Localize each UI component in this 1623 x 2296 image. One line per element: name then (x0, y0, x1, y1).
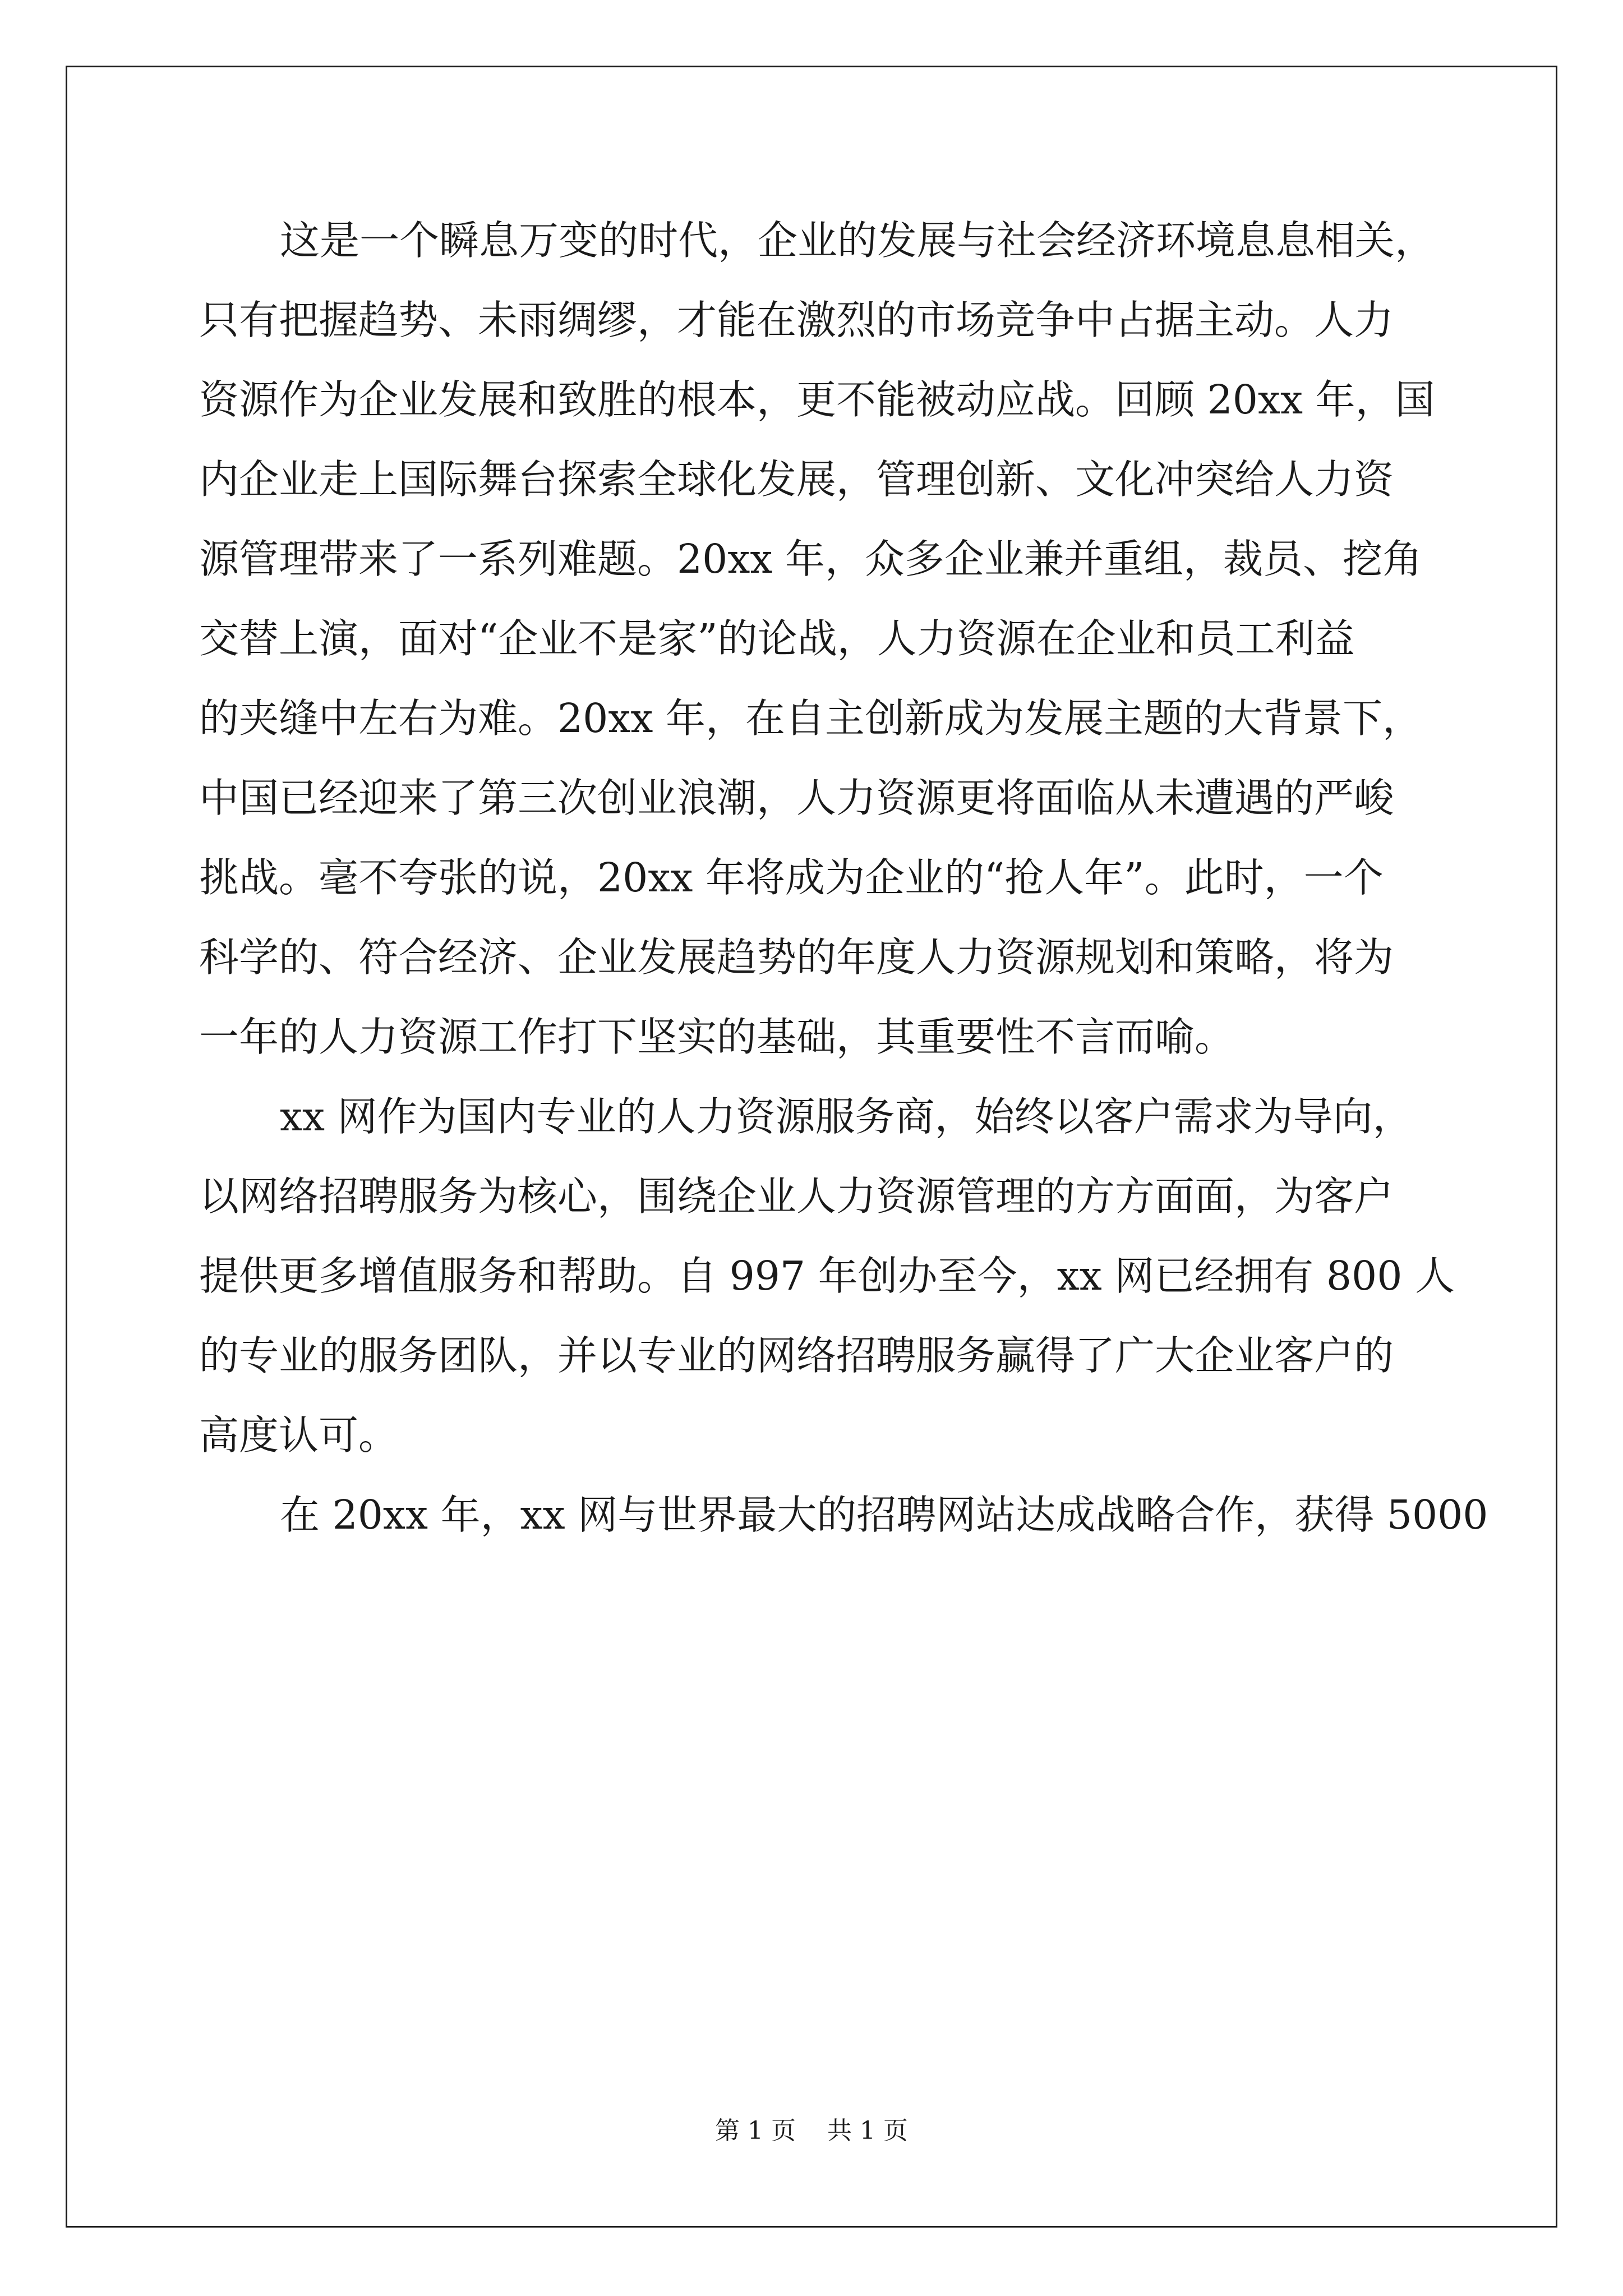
paragraph-1-line-8: 中国已经迎来了第三次创业浪潮，人力资源更将面临从未遭遇的严峻 (199, 775, 1394, 821)
paragraph-2-line-2: 以网络招聘服务为核心，围绕企业人力资源管理的方方面面，为客户 (199, 1173, 1394, 1220)
page-number-footer: 第 1 页 共 1 页 (715, 2116, 908, 2145)
paragraph-1-line-3: 资源作为企业发展和致胜的根本，更不能被动应战。回顾 20xx 年，国 (199, 376, 1435, 423)
document-body (199, 201, 1488, 1555)
paragraph-2-line-3: 提供更多增值服务和帮助。自 997 年创办至今，xx 网已经拥有 800 人 (199, 1253, 1455, 1299)
paragraph-1-line-1: 这是一个瞬息万变的时代，企业的发展与社会经济环境息息相关， (280, 217, 1435, 264)
paragraph-1-line-2: 只有把握趋势、未雨绸缪，才能在激烈的市场竞争中占据主动。人力 (199, 297, 1394, 343)
paragraph-1-line-9: 挑战。毫不夸张的说，20xx 年将成为企业的“抢人年”。此时，一个 (199, 854, 1384, 901)
paragraph-2-line-4: 的专业的服务团队，并以专业的网络招聘服务赢得了广大企业客户的 (199, 1332, 1394, 1379)
paragraph-1-line-4: 内企业走上国际舞台探索全球化发展，管理创新、文化冲突给人力资 (199, 456, 1394, 503)
paragraph-2-line-1: xx 网作为国内专业的人力资源服务商，始终以客户需求为导向， (280, 1093, 1413, 1140)
paragraph-1-line-11: 一年的人力资源工作打下坚实的基础，其重要性不言而喻。 (199, 1014, 1235, 1060)
paragraph-2-line-5: 高度认可。 (199, 1412, 399, 1458)
paragraph-1-line-6: 交替上演，面对“企业不是家”的论战，人力资源在企业和员工利益 (199, 615, 1355, 662)
paragraph-1-line-10: 科学的、符合经济、企业发展趋势的年度人力资源规划和策略，将为 (199, 934, 1394, 981)
paragraph-1-line-5: 源管理带来了一系列难题。20xx 年，众多企业兼并重组，裁员、挖角 (199, 536, 1422, 582)
paragraph-3-line-1: 在 20xx 年，xx 网与世界最大的招聘网站达成战略合作，获得 5000 (280, 1492, 1488, 1538)
paragraph-1-line-7: 的夹缝中左右为难。20xx 年，在自主创新成为发展主题的大背景下， (199, 695, 1422, 742)
